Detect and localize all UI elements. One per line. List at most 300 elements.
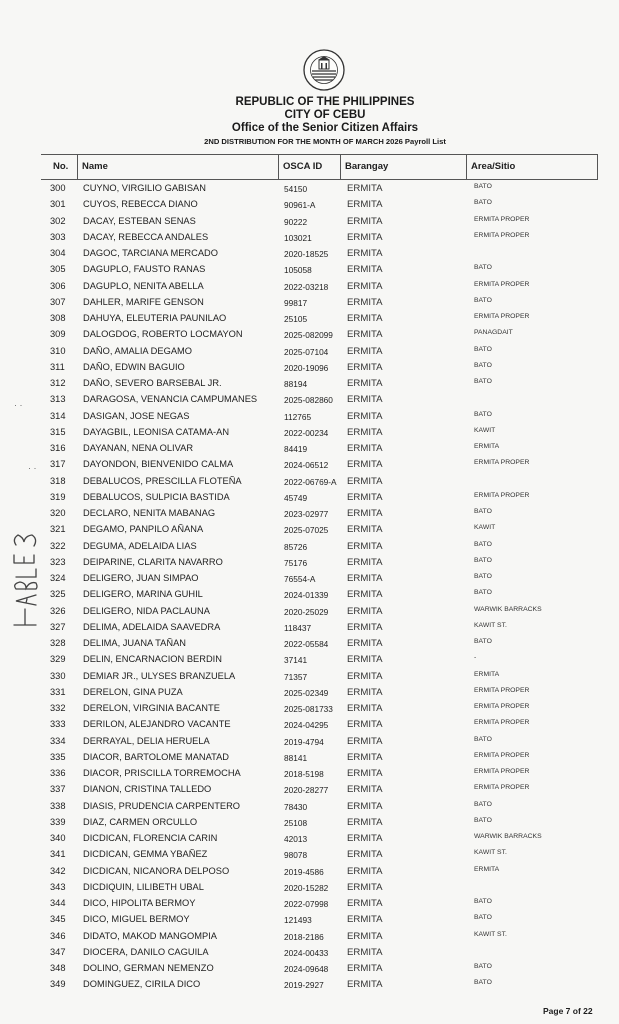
row-osca-id: 2024-06512 <box>284 460 329 471</box>
row-barangay: ERMITA <box>347 833 383 844</box>
row-osca-id: 105058 <box>284 265 312 276</box>
row-barangay: ERMITA <box>347 751 383 763</box>
row-osca-id: 2020-15282 <box>284 882 329 893</box>
row-barangay: ERMITA <box>347 313 383 324</box>
row-number: 331 <box>50 686 66 697</box>
column-header-barangay: Barangay <box>340 155 465 179</box>
row-number: 349 <box>50 979 66 990</box>
row-osca-id: 2022-06769-A <box>284 476 337 487</box>
row-area-sitio: ERMITA PROPER <box>474 459 530 467</box>
row-barangay: ERMITA <box>347 491 383 503</box>
row-area-sitio: ERMITA PROPER <box>474 491 530 499</box>
table-row <box>0 506 619 522</box>
row-osca-id: 78430 <box>284 801 308 812</box>
table-row <box>0 197 619 213</box>
row-osca-id: 25105 <box>284 314 308 324</box>
row-osca-id: 2020-19096 <box>284 362 329 373</box>
row-osca-id: 75176 <box>284 557 308 568</box>
row-osca-id: 88194 <box>284 379 308 389</box>
table-row <box>0 474 619 490</box>
table-row <box>0 929 619 945</box>
header-republic: REPUBLIC OF THE PHILIPPINES <box>235 96 415 108</box>
row-area-sitio: - <box>474 654 477 662</box>
row-osca-id: 84419 <box>284 444 308 454</box>
row-osca-id: 2025-07104 <box>284 346 329 357</box>
row-number: 328 <box>50 638 66 648</box>
row-name: DECLARO, NENITA MABANAG <box>83 508 216 518</box>
row-area-sitio: KAWIT ST. <box>474 930 507 938</box>
row-barangay: ERMITA <box>347 329 383 341</box>
row-name: DOMINGUEZ, CIRILA DICO <box>83 979 201 990</box>
row-name: DICO, HIPOLITA BERMOY <box>83 898 196 908</box>
table-row <box>0 360 619 376</box>
row-number: 306 <box>50 280 66 291</box>
row-area-sitio: PANAGDAIT <box>474 329 513 337</box>
row-name: DELIGERO, NIDA PACLAUNA <box>83 605 210 616</box>
row-name: DAGUPLO, FAUSTO RANAS <box>83 264 206 275</box>
column-header-no: No. <box>53 161 69 172</box>
row-area-sitio: BATO <box>474 264 492 272</box>
row-barangay: ERMITA <box>347 946 383 958</box>
scan-mark: · · <box>28 463 37 473</box>
row-number: 341 <box>50 849 66 860</box>
row-barangay: ERMITA <box>347 459 383 471</box>
row-area-sitio: ERMITA PROPER <box>474 768 530 775</box>
row-number: 305 <box>50 264 66 275</box>
row-number: 330 <box>50 670 66 681</box>
row-name: DELIGERO, JUAN SIMPAO <box>83 573 199 583</box>
row-osca-id: 121493 <box>284 915 312 926</box>
row-number: 348 <box>50 963 66 973</box>
table-row <box>0 750 619 766</box>
row-area-sitio: WARWIK BARRACKS <box>474 833 542 840</box>
row-name: DERELON, GINA PUZA <box>83 686 183 697</box>
row-barangay: ERMITA <box>347 784 383 796</box>
row-osca-id: 2025-082099 <box>284 330 333 341</box>
row-name: DICDICAN, NICANORA DELPOSO <box>83 865 230 876</box>
row-area-sitio: ERMITA PROPER <box>474 686 530 694</box>
row-number: 327 <box>50 621 66 632</box>
row-number: 319 <box>50 491 66 502</box>
row-area-sitio: BATO <box>474 345 492 353</box>
row-name: DIACOR, PRISCILLA TORREMOCHA <box>83 768 241 778</box>
row-name: DAYONDON, BIENVENIDO CALMA <box>83 459 234 470</box>
row-number: 312 <box>50 378 66 388</box>
row-area-sitio: BATO <box>474 573 492 580</box>
row-osca-id: 2022-05584 <box>284 639 329 649</box>
row-number: 307 <box>50 296 66 307</box>
row-osca-id: 99817 <box>284 297 308 308</box>
table-row <box>0 734 619 750</box>
row-number: 342 <box>50 865 66 876</box>
row-number: 309 <box>50 329 66 340</box>
row-name: DASIGAN, JOSE NEGAS <box>83 410 190 421</box>
row-number: 335 <box>50 751 66 762</box>
row-area-sitio: ERMITA PROPER <box>474 215 530 223</box>
row-area-sitio: BATO <box>474 361 492 369</box>
table-row <box>0 620 619 636</box>
table-row <box>0 490 619 506</box>
table-row <box>0 409 619 425</box>
table-row <box>0 815 619 831</box>
row-number: 304 <box>50 248 66 258</box>
row-number: 303 <box>50 231 66 242</box>
row-area-sitio: BATO <box>474 914 492 922</box>
row-number: 310 <box>50 345 66 356</box>
row-osca-id: 2023-02977 <box>284 509 329 519</box>
row-number: 346 <box>50 930 66 941</box>
row-number: 325 <box>50 589 66 600</box>
row-area-sitio: WARWIK BARRACKS <box>474 605 542 613</box>
row-barangay: ERMITA <box>347 914 383 926</box>
table-row <box>0 327 619 343</box>
header-payroll-title: 2ND DISTRIBUTION FOR THE MONTH OF MARCH 2026 Payroll List <box>204 137 446 146</box>
row-barangay: ERMITA <box>347 800 383 812</box>
row-name: DALOGDOG, ROBERTO LOCMAYON <box>83 329 243 340</box>
row-area-sitio: ERMITA PROPER <box>474 280 530 288</box>
table-body <box>0 181 619 994</box>
row-barangay: ERMITA <box>347 638 383 649</box>
row-number: 339 <box>50 816 66 827</box>
row-osca-id: 88141 <box>284 752 308 763</box>
row-name: DERILON, ALEJANDRO VACANTE <box>83 719 231 730</box>
row-osca-id: 2022-07998 <box>284 899 329 909</box>
row-barangay: ERMITA <box>347 524 383 536</box>
row-name: DERRAYAL, DELIA HERUELA <box>83 735 210 746</box>
row-name: DEIPARINE, CLARITA NAVARRO <box>83 556 223 567</box>
row-number: 314 <box>50 410 66 421</box>
row-number: 317 <box>50 459 66 470</box>
row-osca-id: 2019-4794 <box>284 736 324 747</box>
row-area-sitio: ERMITA PROPER <box>474 231 530 239</box>
row-barangay: ERMITA <box>347 215 383 227</box>
row-name: DACAY, ESTEBAN SENAS <box>83 215 196 226</box>
row-name: DACAY, REBECCA ANDALES <box>83 231 209 242</box>
table-row <box>0 669 619 685</box>
header-office: Office of the Senior Citizen Affairs <box>231 122 419 134</box>
row-number: 347 <box>50 946 66 957</box>
city-seal-icon <box>303 49 345 91</box>
handwritten-table-note <box>6 525 46 630</box>
table-row <box>0 457 619 473</box>
row-barangay: ERMITA <box>347 183 383 194</box>
table-row <box>0 214 619 230</box>
row-area-sitio: BATO <box>474 378 492 385</box>
row-name: DIACOR, BARTOLOME MANATAD <box>83 751 230 762</box>
row-osca-id: 2022-03218 <box>284 281 329 292</box>
table-row <box>0 295 619 311</box>
table-row <box>0 539 619 555</box>
table-header <box>41 154 598 180</box>
row-osca-id: 2025-081733 <box>284 704 333 714</box>
row-name: DEGAMO, PANPILO AÑANA <box>83 524 204 535</box>
row-barangay: ERMITA <box>347 881 383 893</box>
row-barangay: ERMITA <box>347 443 383 454</box>
row-osca-id: 2024-04295 <box>284 720 329 731</box>
table-row <box>0 262 619 278</box>
row-number: 302 <box>50 215 66 226</box>
row-osca-id: 2024-00433 <box>284 947 329 958</box>
row-barangay: ERMITA <box>347 426 383 438</box>
table-row <box>0 831 619 847</box>
row-area-sitio: BATO <box>474 508 492 515</box>
row-number: 337 <box>50 784 66 795</box>
row-osca-id: 103021 <box>284 232 312 243</box>
row-barangay: ERMITA <box>347 475 383 487</box>
row-osca-id: 118437 <box>284 622 312 633</box>
row-name: DIDATO, MAKOD MANGOMPIA <box>83 930 217 941</box>
row-osca-id: 90222 <box>284 216 308 227</box>
row-name: DEBALUCOS, SULPICIA BASTIDA <box>83 491 230 502</box>
table-row <box>0 685 619 701</box>
table-row <box>0 604 619 620</box>
row-number: 324 <box>50 573 66 583</box>
row-number: 311 <box>50 361 65 372</box>
row-barangay: ERMITA <box>347 394 383 406</box>
row-osca-id: 2019-2927 <box>284 980 324 991</box>
row-barangay: ERMITA <box>347 556 383 568</box>
row-number: 326 <box>50 605 66 616</box>
table-row <box>0 636 619 652</box>
table-row <box>0 847 619 863</box>
table-row <box>0 181 619 197</box>
table-row <box>0 864 619 880</box>
table-row <box>0 311 619 327</box>
row-number: 308 <box>50 313 66 323</box>
row-number: 340 <box>50 833 66 843</box>
row-name: DARAGOSA, VENANCIA CAMPUMANES <box>83 394 258 405</box>
row-barangay: ERMITA <box>347 361 383 373</box>
row-barangay: ERMITA <box>347 719 383 731</box>
row-name: DOLINO, GERMAN NEMENZO <box>83 963 214 973</box>
row-area-sitio: BATO <box>474 979 492 987</box>
row-osca-id: 85726 <box>284 541 308 552</box>
row-area-sitio: BATO <box>474 638 492 645</box>
row-osca-id: 2022-00234 <box>284 427 329 438</box>
row-osca-id: 2025-07025 <box>284 525 329 536</box>
row-barangay: ERMITA <box>347 248 383 259</box>
row-area-sitio: BATO <box>474 183 492 190</box>
row-name: CUYOS, REBECCA DIANO <box>83 199 198 210</box>
row-area-sitio: BATO <box>474 898 492 905</box>
scan-mark: · · <box>14 400 23 410</box>
row-osca-id: 2019-4586 <box>284 866 324 877</box>
row-area-sitio: ERMITA PROPER <box>474 784 530 792</box>
row-number: 313 <box>50 394 66 405</box>
row-name: DAHUYA, ELEUTERIA PAUNILAO <box>83 313 227 323</box>
page-number: Page 7 of 22 <box>543 1006 593 1016</box>
row-barangay: ERMITA <box>347 621 383 633</box>
row-barangay: ERMITA <box>347 930 383 942</box>
row-number: 315 <box>50 426 66 437</box>
table-row <box>0 880 619 896</box>
row-barangay: ERMITA <box>347 508 383 519</box>
row-area-sitio: ERMITA <box>474 670 500 678</box>
row-name: DICDIQUIN, LILIBETH UBAL <box>83 881 204 892</box>
table-row <box>0 555 619 571</box>
row-barangay: ERMITA <box>347 963 383 974</box>
row-name: DAYANAN, NENA OLIVAR <box>83 443 194 453</box>
row-area-sitio: KAWIT ST. <box>474 621 507 629</box>
row-area-sitio: ERMITA PROPER <box>474 719 530 727</box>
row-osca-id: 2024-01339 <box>284 590 329 601</box>
row-barangay: ERMITA <box>347 231 383 243</box>
row-name: DIASIS, PRUDENCIA CARPENTERO <box>83 800 241 811</box>
row-name: DAHLER, MARIFE GENSON <box>83 296 204 307</box>
row-name: DELIN, ENCARNACION BERDIN <box>83 654 222 665</box>
row-barangay: ERMITA <box>347 865 383 877</box>
row-name: DAGUPLO, NENITA ABELLA <box>83 280 204 291</box>
table-row <box>0 441 619 457</box>
row-name: DERELON, VIRGINIA BACANTE <box>83 703 220 713</box>
table-row <box>0 279 619 295</box>
row-area-sitio: BATO <box>474 556 492 564</box>
row-area-sitio: KAWIT <box>474 426 496 434</box>
table-row <box>0 522 619 538</box>
table-row <box>0 587 619 603</box>
row-area-sitio: BATO <box>474 800 492 808</box>
row-barangay: ERMITA <box>347 199 383 211</box>
row-barangay: ERMITA <box>347 686 383 698</box>
row-number: 345 <box>50 914 66 925</box>
row-barangay: ERMITA <box>347 768 383 779</box>
row-name: DELIMA, JUANA TAÑAN <box>83 638 186 648</box>
column-header-area-sitio: Area/Sitio <box>466 155 515 179</box>
row-name: DEMIAR JR., ULYSES BRANZUELA <box>83 670 236 681</box>
row-barangay: ERMITA <box>347 898 383 909</box>
row-number: 321 <box>50 524 66 535</box>
row-osca-id: 45749 <box>284 492 308 503</box>
row-name: CUYNO, VIRGILIO GABISAN <box>83 183 206 193</box>
row-area-sitio: BATO <box>474 410 492 418</box>
row-osca-id: 25108 <box>284 817 308 828</box>
row-area-sitio: BATO <box>474 963 492 970</box>
table-row <box>0 376 619 392</box>
row-osca-id: 2018-5198 <box>284 769 324 779</box>
row-barangay: ERMITA <box>347 296 383 308</box>
row-name: DAÑO, SEVERO BARSEBAL JR. <box>83 378 222 388</box>
row-name: DICDICAN, GEMMA YBAÑEZ <box>83 849 208 860</box>
table-row <box>0 977 619 993</box>
table-row <box>0 701 619 717</box>
table-row <box>0 246 619 262</box>
table-row <box>0 945 619 961</box>
row-area-sitio: BATO <box>474 540 492 548</box>
row-area-sitio: ERMITA PROPER <box>474 751 530 759</box>
row-barangay: ERMITA <box>347 264 383 276</box>
row-osca-id: 42013 <box>284 834 308 844</box>
row-barangay: ERMITA <box>347 849 383 861</box>
row-number: 343 <box>50 881 66 892</box>
row-area-sitio: BATO <box>474 735 492 743</box>
table-row <box>0 425 619 441</box>
row-barangay: ERMITA <box>347 703 383 714</box>
row-barangay: ERMITA <box>347 280 383 292</box>
row-name: DICO, MIGUEL BERMOY <box>83 914 190 925</box>
row-name: DIOCERA, DANILO CAGUILA <box>83 946 209 957</box>
row-barangay: ERMITA <box>347 735 383 747</box>
table-row <box>0 799 619 815</box>
row-number: 318 <box>50 475 66 486</box>
row-area-sitio: KAWIT <box>474 524 496 532</box>
header-city: CITY OF CEBU <box>284 109 366 121</box>
row-osca-id: 37141 <box>284 655 308 666</box>
row-name: DAYAGBIL, LEONISA CATAMA-AN <box>83 426 230 437</box>
column-header-osca-id: OSCA ID <box>278 155 322 179</box>
row-area-sitio: ERMITA PROPER <box>474 703 530 710</box>
row-area-sitio: BATO <box>474 816 492 824</box>
table-row <box>0 766 619 782</box>
row-osca-id: 2018-2186 <box>284 931 324 942</box>
row-number: 329 <box>50 654 66 665</box>
row-name: DEGUMA, ADELAIDA LIAS <box>83 540 197 551</box>
row-osca-id: 2020-25029 <box>284 606 329 617</box>
row-barangay: ERMITA <box>347 979 383 991</box>
row-area-sitio: BATO <box>474 296 492 304</box>
row-barangay: ERMITA <box>347 589 383 601</box>
row-name: DIAZ, CARMEN ORCULLO <box>83 816 198 827</box>
row-osca-id: 2025-082860 <box>284 395 333 406</box>
row-barangay: ERMITA <box>347 540 383 552</box>
row-name: DAÑO, EDWIN BAGUIO <box>83 361 185 372</box>
row-barangay: ERMITA <box>347 654 383 666</box>
row-number: 323 <box>50 556 66 567</box>
row-number: 301 <box>50 199 66 210</box>
row-osca-id: 71357 <box>284 671 308 682</box>
row-osca-id: 54150 <box>284 184 308 194</box>
row-barangay: ERMITA <box>347 670 383 682</box>
row-area-sitio: BATO <box>474 199 492 207</box>
table-row <box>0 912 619 928</box>
row-osca-id: 2020-28277 <box>284 785 329 796</box>
row-barangay: ERMITA <box>347 573 383 584</box>
row-number: 344 <box>50 898 66 908</box>
row-number: 338 <box>50 800 66 811</box>
row-area-sitio: ERMITA PROPER <box>474 313 530 320</box>
row-name: DAGOC, TARCIANA MERCADO <box>83 248 218 258</box>
row-number: 332 <box>50 703 66 713</box>
row-area-sitio: KAWIT ST. <box>474 849 507 857</box>
row-name: DELIMA, ADELAIDA SAAVEDRA <box>83 621 221 632</box>
row-name: DIANON, CRISTINA TALLEDO <box>83 784 212 795</box>
row-area-sitio: BATO <box>474 589 492 597</box>
row-osca-id: 2024-09648 <box>284 964 329 974</box>
row-barangay: ERMITA <box>347 378 383 389</box>
row-name: DELIGERO, MARINA GUHIL <box>83 589 203 600</box>
row-barangay: ERMITA <box>347 605 383 617</box>
row-number: 322 <box>50 540 66 551</box>
table-row <box>0 717 619 733</box>
table-row <box>0 571 619 587</box>
row-osca-id: 98078 <box>284 850 308 861</box>
row-number: 334 <box>50 735 66 746</box>
table-row <box>0 392 619 408</box>
row-name: DAÑO, AMALIA DEGAMO <box>83 345 193 356</box>
row-osca-id: 90961-A <box>284 200 316 211</box>
table-row <box>0 344 619 360</box>
row-osca-id: 112765 <box>284 411 312 422</box>
row-number: 336 <box>50 768 66 778</box>
row-osca-id: 2020-18525 <box>284 249 329 259</box>
table-row <box>0 782 619 798</box>
table-row <box>0 961 619 977</box>
row-number: 316 <box>50 443 66 453</box>
row-area-sitio: ERMITA <box>474 443 500 450</box>
row-barangay: ERMITA <box>347 345 383 357</box>
row-osca-id: 2025-02349 <box>284 687 329 698</box>
row-barangay: ERMITA <box>347 816 383 828</box>
row-number: 300 <box>50 183 66 193</box>
